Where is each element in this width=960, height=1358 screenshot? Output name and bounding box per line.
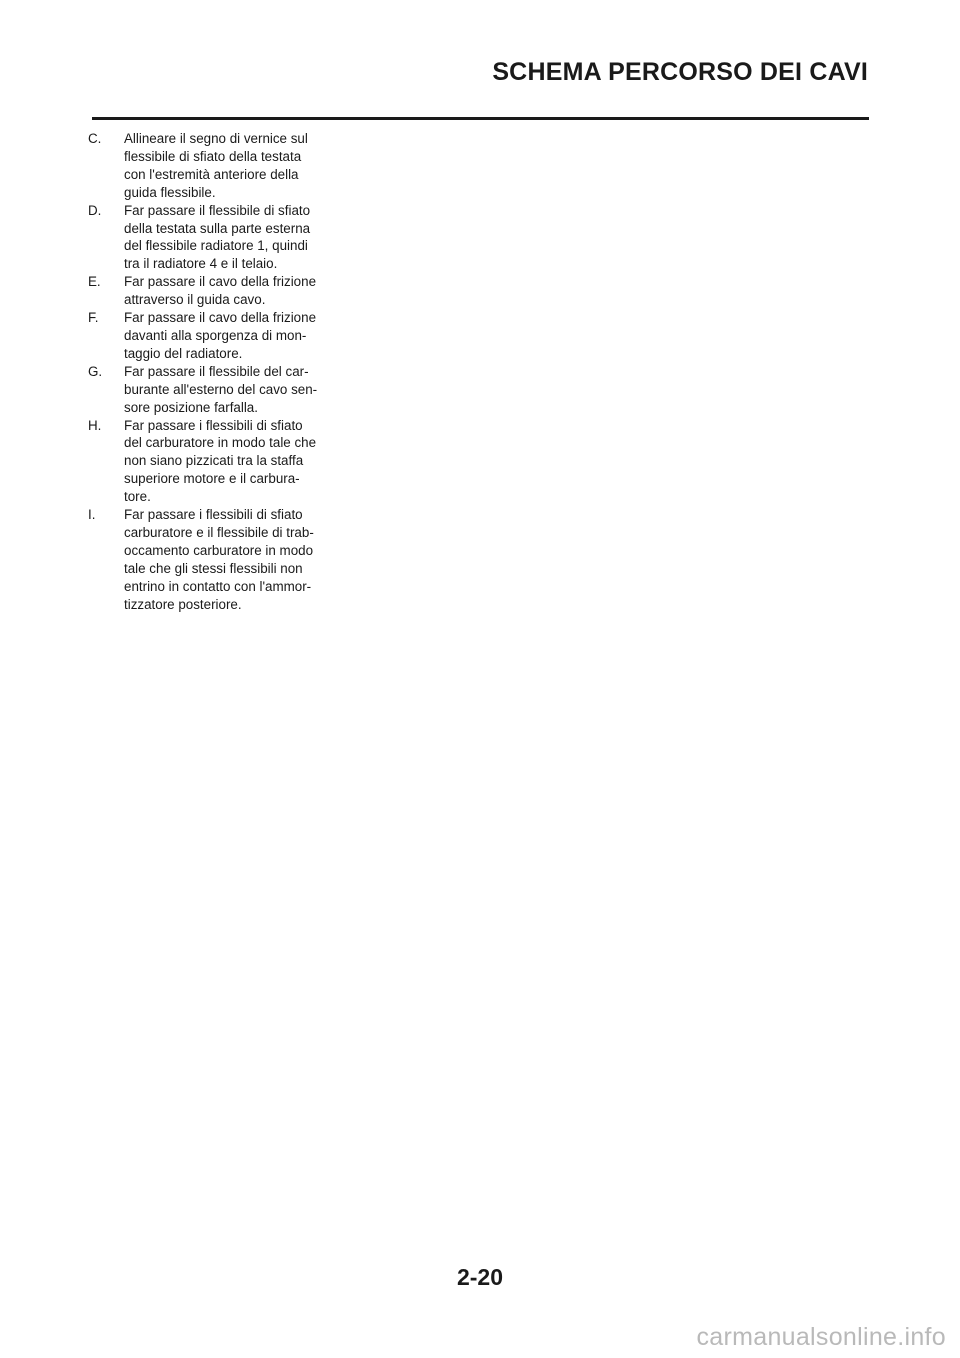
instruction-item bbox=[88, 130, 338, 202]
instruction-line: entrino in contatto con l'ammor- bbox=[124, 578, 312, 594]
instruction-item bbox=[88, 363, 338, 417]
instruction-line: guida flessibile. bbox=[124, 184, 216, 200]
instruction-line: taggio del radiatore. bbox=[124, 345, 243, 361]
instruction-line: Far passare i flessibili di sfiato bbox=[124, 417, 303, 433]
instruction-line: tra il radiatore 4 e il telaio. bbox=[124, 256, 278, 272]
instruction-letter: F. bbox=[88, 310, 99, 326]
instruction-line: del flessibile radiatore 1, quindi bbox=[124, 238, 308, 254]
instruction-letter: D. bbox=[88, 202, 102, 218]
instruction-text bbox=[124, 309, 338, 363]
header-rule bbox=[92, 117, 869, 120]
instruction-line: con l'estremità anteriore della bbox=[124, 166, 299, 182]
watermark: carmanualsonline.info bbox=[696, 1323, 946, 1351]
page-title: SCHEMA PERCORSO DEI CAVI bbox=[492, 58, 868, 86]
instruction-line: del carburatore in modo tale che bbox=[124, 435, 317, 451]
instruction-text bbox=[124, 506, 338, 613]
instruction-letter: C. bbox=[88, 131, 102, 146]
instruction-text bbox=[124, 417, 338, 507]
instruction-line: superiore motore e il carbura- bbox=[124, 471, 300, 487]
instruction-line: tizzatore posteriore. bbox=[124, 596, 242, 612]
instruction-item bbox=[88, 506, 338, 613]
instruction-text bbox=[124, 130, 338, 202]
instruction-line: davanti alla sporgenza di mon- bbox=[124, 327, 307, 343]
instruction-item bbox=[88, 273, 338, 309]
page-number: 2-20 bbox=[456, 1264, 504, 1290]
instruction-line: Far passare il flessibile del car- bbox=[124, 363, 309, 379]
instruction-line: occamento carburatore in modo bbox=[124, 542, 314, 558]
instruction-letter: I. bbox=[88, 507, 96, 523]
instruction-line: della testata sulla parte esterna bbox=[124, 220, 311, 236]
instruction-text bbox=[124, 363, 338, 417]
instruction-letter: E. bbox=[88, 274, 101, 290]
instruction-line: Far passare il flessibile di sfiato bbox=[124, 202, 311, 218]
instruction-text bbox=[124, 202, 338, 274]
instruction-line: Far passare i flessibili di sfiato bbox=[124, 507, 303, 523]
instruction-letter: H. bbox=[88, 417, 102, 433]
instruction-item bbox=[88, 417, 338, 507]
instruction-line: sore posizione farfalla. bbox=[124, 399, 258, 415]
instruction-line: non siano pizzicati tra la staffa bbox=[124, 453, 304, 469]
instruction-item bbox=[88, 202, 338, 274]
instruction-line: Far passare il cavo della frizione bbox=[124, 274, 317, 290]
instruction-line: flessibile di sfiato della testata bbox=[124, 148, 302, 164]
instruction-line: Far passare il cavo della frizione bbox=[124, 310, 317, 326]
instruction-line: burante all'esterno del cavo sen- bbox=[124, 381, 318, 397]
instruction-line: carburatore e il flessibile di trab- bbox=[124, 524, 314, 540]
instruction-list bbox=[88, 130, 338, 613]
instruction-line: tale che gli stessi flessibili non bbox=[124, 560, 303, 576]
instruction-line: Allineare il segno di vernice sul bbox=[124, 131, 308, 146]
instruction-line: attraverso il guida cavo. bbox=[124, 292, 266, 308]
instruction-line: tore. bbox=[124, 489, 151, 505]
instruction-item bbox=[88, 309, 338, 363]
instruction-letter: G. bbox=[88, 363, 103, 379]
instruction-text bbox=[124, 273, 338, 309]
